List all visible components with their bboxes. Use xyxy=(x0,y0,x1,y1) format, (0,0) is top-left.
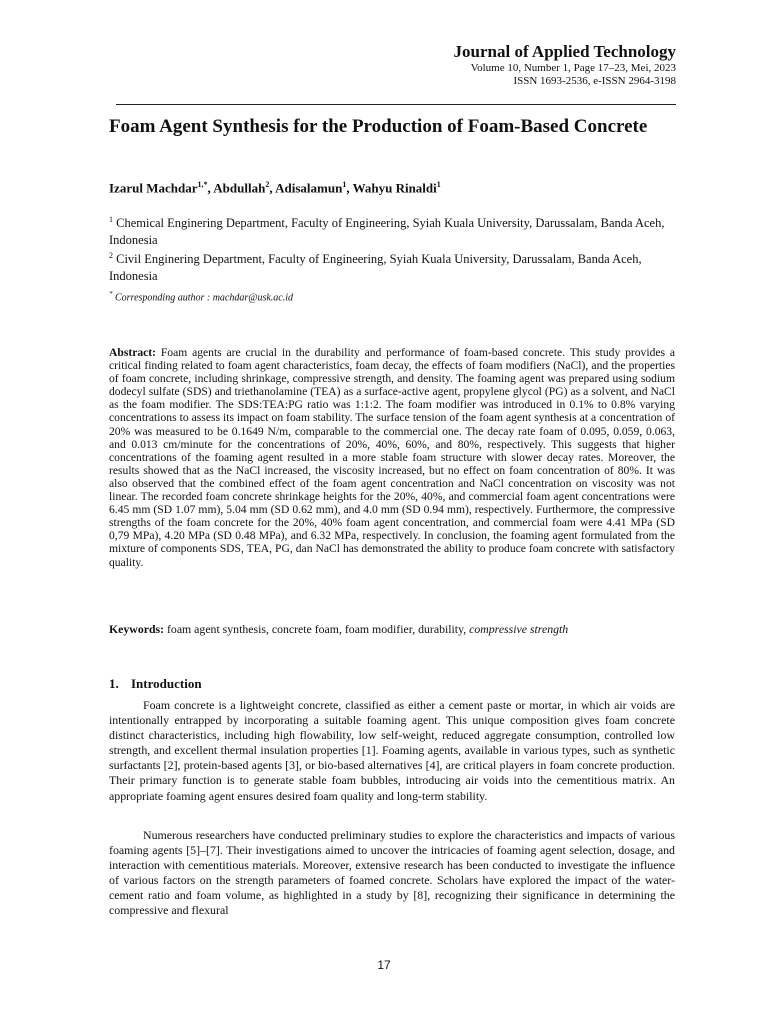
keywords-italic: compressive strength xyxy=(469,622,569,636)
author-affiliation-mark: 2 xyxy=(265,180,270,189)
author-name: Abdullah xyxy=(213,180,266,196)
author-separator: , xyxy=(269,180,276,196)
affiliation-mark: 1 xyxy=(109,215,113,224)
header-divider xyxy=(116,104,676,105)
paper-title: Foam Agent Synthesis for the Production of Foam-Based Concrete xyxy=(109,116,648,137)
affiliations xyxy=(109,212,669,284)
author-affiliation-mark: 1,* xyxy=(197,180,208,189)
author-separator: , xyxy=(207,180,214,196)
section-title: Introduction xyxy=(131,676,202,691)
abstract-label: Abstract: xyxy=(109,346,157,359)
affiliation-text: Chemical Enginering Department, Faculty of Engineering, Syiah Kuala University, Darussalam, Banda Aceh, Indonesia xyxy=(109,216,665,247)
author-separator: , xyxy=(346,180,353,196)
affiliation-text: Civil Enginering Department, Faculty of Engineering, Syiah Kuala University, Darussalam, Banda Aceh, Indonesia xyxy=(109,252,642,283)
affiliation-mark: 2 xyxy=(109,251,113,261)
author-affiliation-mark: 1 xyxy=(342,180,347,189)
volume-info: Volume 10, Number 1, Page 17–23, Mei, 2023 xyxy=(470,62,676,74)
body-paragraph: Numerous researchers have conducted preliminary studies to explore the characteristics and impacts of various foaming agents [5]–[7]. Their investigations aimed to uncover the intricacies of foaming agent selection, dosage, and interaction with cementitious materials. Moreover, extensive research has been conducted to investigate the influence of various factors on the strength parameters of foamed concrete. Scholars have explored the impact of the water-cement ratio and foam volume, as highlighted in a study by [8], recognizing their significance in determining the compressive and flexural xyxy=(109,828,675,918)
corresponding-author xyxy=(109,290,293,303)
abstract xyxy=(109,346,675,569)
affiliation-item xyxy=(109,212,669,248)
corresponding-text: Corresponding author : machdar@usk.ac.id xyxy=(112,292,293,304)
abstract-text: Foam agents are crucial in the durability and performance of foam-based concrete. This study provides a critical finding related to foam agent characteristics, foam decay, the effects of foam modifiers (NaCl), and the properties of foam concrete, including shrinkage, compressive strength, and density. The foaming agent was prepared using sodium dodecyl sulfate (SDS) and triethanolamine (TEA) as a surface-active agent, propylene glycol (PG) as a solvent, and NaCl as the foam modifier. The SDS:TEA:PG ratio was 1:1:2. The foam modifier was introduced in 0.1% to 0.8% varying concentrations to assess its impact on foam stability. The surface tension of the foam agent synthesis at a concentration of 20% was measured to be 0.1649 N/m, comparable to the commercial one. The decay rate foam of 0.095, 0.059, 0.063, and 0.013 cm/minute for the concentrations of 20%, 40%, 60%, and 80%, respectively. This suggests that higher concentrations of the foaming agent resulted in a more stable foam structure with slower decay rates. Moreover, the results showed that as the NaCl increased, the viscosity increased, but no effect on foam concentration of 80%. It was also observed that the combined effect of the foam agent concentration and NaCl concentration on viscosity was not linear. The recorded foam concrete shrinkage heights for the 20%, 40%, and commercial foam agent concentrations were 6.45 mm (SD 1.07 mm), 5.04 mm (SD 0.62 mm), and 4.0 mm (SD 0.94 mm), respectively. Furthermore, the compressive strengths of the foam concrete for the 20%, 40% foam agent concentration, and commercial foam were 4.41 MPa (SD 0,79 MPa), 4.20 MPa (SD 0.48 MPa), and 6.32 MPa, respectively. In conclusion, the foaming agent formulated from the mixture of components SDS, TEA, PG, dan NaCl has demonstrated the ability to produce foam concrete with satisfactory quality. xyxy=(109,346,675,569)
author-name: Izarul Machdar xyxy=(109,180,198,196)
keywords-label: Keywords: xyxy=(109,622,165,636)
journal-name: Journal of Applied Technology xyxy=(453,42,676,61)
body-paragraph: Foam concrete is a lightweight concrete, classified as either a cement paste or mortar, in which air voids are intentionally entrapped by incorporating a suitable foaming agent. This unique composition gives foam concrete distinct characteristics, including high flowability, low self-weight, reduced aggregate consumption, controlled low strength, and excellent thermal insulation properties [1]. Foaming agents, available in various types, such as synthetic surfactants [2], protein-based agents [3], or bio-based alternatives [4], are critical players in foam concrete production. Their primary function is to generate stable foam bubbles, introducing air voids into the cementitious matrix. An appropriate foaming agent ensures desired foam quality and long-term stability. xyxy=(109,698,675,803)
journal-header xyxy=(454,42,676,88)
author-name: Wahyu Rinaldi xyxy=(352,180,437,196)
author-name: Adisalamun xyxy=(275,180,343,196)
keywords xyxy=(109,622,675,636)
page-number: 17 xyxy=(377,958,391,972)
section-heading xyxy=(109,676,202,692)
author-list xyxy=(109,180,441,196)
corresponding-mark: * xyxy=(109,290,113,298)
author-affiliation-mark: 1 xyxy=(436,180,441,189)
affiliation-item xyxy=(109,248,669,284)
section-number: 1. xyxy=(109,676,119,691)
issn-info: ISSN 1693-2536, e-ISSN 2964-3198 xyxy=(513,75,676,87)
keywords-text: foam agent synthesis, concrete foam, foam modifier, durability, xyxy=(164,622,470,636)
